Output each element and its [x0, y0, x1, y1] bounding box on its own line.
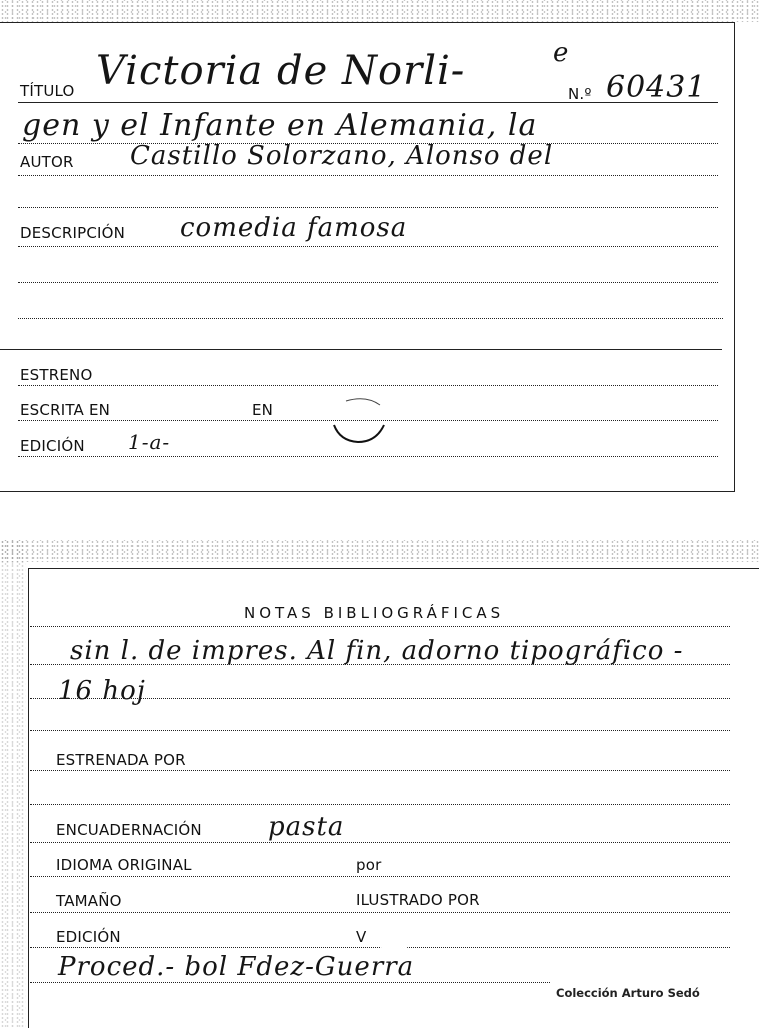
original-language-line — [30, 876, 730, 877]
description-line-2 — [18, 282, 718, 283]
premiere-label: ESTRENO — [20, 366, 93, 384]
description-line-3 — [18, 318, 723, 319]
title-superscript: e — [553, 38, 570, 68]
scan-noise — [0, 0, 759, 22]
binding-label: ENCUADERNACIÓN — [56, 821, 202, 839]
size-line — [30, 912, 730, 913]
catalog-card-front — [0, 0, 759, 492]
title-handwritten-line1: Victoria de Norli- — [96, 48, 466, 94]
scan-noise — [0, 540, 759, 562]
notes-line-0 — [30, 626, 730, 627]
punch-hole-icon — [326, 395, 392, 449]
author-line — [18, 175, 718, 176]
binding-line — [30, 842, 730, 843]
premiered-by-label: ESTRENADA POR — [56, 751, 186, 769]
edition-handwritten: 1-a- — [128, 430, 171, 454]
premiere-line — [18, 385, 718, 386]
original-language-label: IDIOMA ORIGINAL — [56, 856, 192, 874]
scan-noise-side — [0, 540, 26, 1028]
provenance-handwritten: Proced.- bol Fdez-Guerra — [58, 952, 415, 982]
catalog-card-back — [0, 540, 759, 1028]
title-label: TÍTULO — [20, 82, 75, 100]
edition-label: EDICIÓN — [20, 437, 85, 455]
in-label: EN — [252, 401, 274, 419]
illustrated-by-label: ILUSTRADO POR — [356, 891, 480, 909]
by-label: por — [356, 856, 382, 874]
separator — [0, 349, 722, 350]
author-handwritten: Castillo Solorzano, Alonso del — [130, 141, 554, 171]
edition-label: EDICIÓN — [56, 928, 121, 946]
description-label: DESCRIPCIÓN — [20, 224, 126, 242]
v-label: V — [356, 928, 367, 946]
notes-line-1 — [30, 664, 730, 665]
binding-handwritten: pasta — [268, 812, 345, 842]
notes-heading: NOTAS BIBLIOGRÁFICAS — [244, 604, 505, 622]
written-in-label: ESCRITA EN — [20, 401, 111, 419]
notes-handwritten-line2: 16 hoj — [58, 676, 146, 706]
notes-line-2 — [30, 698, 730, 699]
title-handwritten-line2: gen y el Infante en Alemania, la — [22, 108, 538, 143]
size-label: TAMAÑO — [56, 892, 122, 910]
blot-icon — [372, 920, 418, 956]
premiered-by-line-2 — [30, 804, 730, 805]
title-line-1 — [18, 102, 718, 103]
description-line-1 — [18, 246, 718, 247]
description-handwritten: comedia famosa — [180, 213, 408, 243]
number-label: N.º — [568, 85, 592, 103]
edition-line — [18, 456, 718, 457]
provenance-line — [30, 982, 550, 983]
notes-handwritten-line1: sin l. de impres. Al fin, adorno tipográfico - — [70, 636, 684, 666]
number-value: 60431 — [606, 70, 707, 105]
premiered-by-line — [30, 770, 730, 771]
collection-credit: Colección Arturo Sedó — [556, 986, 700, 1000]
author-label: AUTOR — [20, 153, 74, 171]
author-line-2 — [18, 207, 718, 208]
notes-line-3 — [30, 730, 730, 731]
